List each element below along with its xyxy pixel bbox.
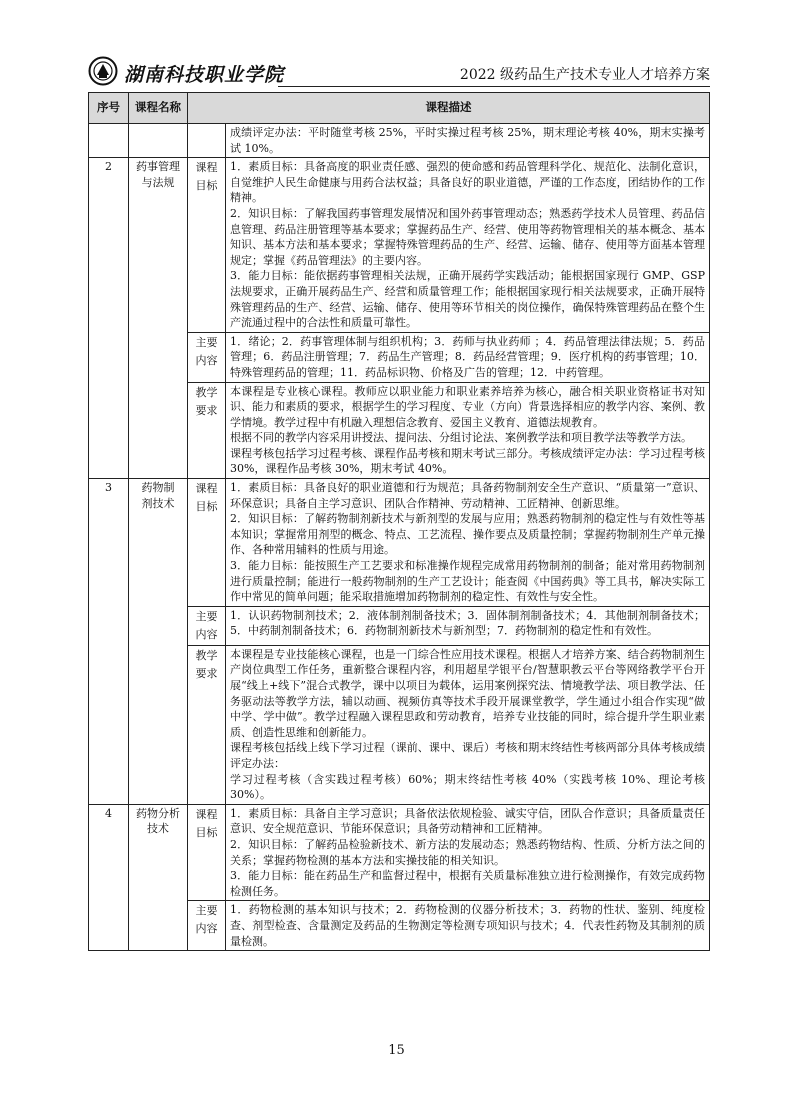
section-label-line: 课程 bbox=[195, 482, 218, 496]
section-label-line: 内容 bbox=[195, 627, 218, 641]
school-logo-text: 湖南科技职业学院 bbox=[124, 64, 285, 86]
table-row bbox=[89, 804, 710, 901]
section-label-line: 主要 bbox=[195, 904, 218, 918]
description-cell bbox=[226, 804, 710, 901]
section-label-line: 目标 bbox=[195, 825, 218, 839]
description-paragraph: 3．能力目标：能依据药事管理相关法规，正确开展药学实践活动；能根据国家现行 GMP、GSP 法规要求，正确开展药品生产、经营和质量管理工作；能根据国家现行相关法规要求，正确开展特殊管理药品的生产、经营、运输、储存、使用等环节相关的岗位操作，确保特殊管理药品在整个生产流通过程中的合法性和质量可靠性。 bbox=[230, 269, 705, 330]
table-row bbox=[89, 124, 710, 158]
description-cell bbox=[226, 382, 710, 479]
number-cell bbox=[89, 124, 129, 158]
section-label-cell bbox=[188, 804, 226, 901]
description-paragraph: 1．认识药物制剂技术；2．液体制剂制备技术；3．固体制剂制备技术；4．其他制剂制备技术；5．中药制剂制备技术；6．药物制剂新技术与新剂型；7．药物制剂的稳定性和有效性。 bbox=[230, 608, 705, 638]
section-label-line: 课程 bbox=[195, 161, 218, 175]
column-header-course-name: 课程名称 bbox=[129, 93, 188, 124]
course-name-cell bbox=[129, 124, 188, 158]
section-label-line: 主要 bbox=[195, 335, 218, 349]
course-table bbox=[88, 92, 710, 951]
section-label-cell bbox=[188, 382, 226, 479]
column-header-number: 序号 bbox=[89, 93, 129, 124]
course-name-cell bbox=[129, 158, 188, 479]
description-paragraph: 2．知识目标：了解我国药事管理发展情况和国外药事管理动态；熟悉药学技术人员管理、药品信息管理、药品注册管理等基本要求；掌握药品生产、经营、使用等药物管理相关的基本概念、基本知识、基本方法和基本要求；掌握特殊管理药品的生产、经营、运输、储存、使用等方面基本管理规定；掌握《药品管理法》的主要内容。 bbox=[230, 206, 705, 267]
course-number-cell: 3 bbox=[89, 479, 129, 805]
column-header-description: 课程描述 bbox=[188, 93, 710, 124]
section-label-cell bbox=[188, 124, 226, 158]
course-name-line: 药物分析 bbox=[136, 806, 180, 820]
section-label-line: 课程 bbox=[195, 807, 218, 821]
table-row bbox=[89, 479, 710, 607]
description-paragraph: 课程考核包括线上线下学习过程（课前、课中、课后）考核和期末终结性考核两部分具体考核成绩评定办法： bbox=[230, 741, 705, 770]
course-name-cell bbox=[129, 804, 188, 950]
course-number-cell: 2 bbox=[89, 158, 129, 479]
section-label-cell bbox=[188, 479, 226, 607]
school-seal-icon bbox=[88, 56, 118, 86]
description-paragraph: 1．素质目标：具备良好的职业道德和行为规范；具备药物制剂安全生产意识、“质量第一”意识、环保意识；具备自主学习意识、团队合作精神、劳动精神、工匠精神、创新思维。 bbox=[230, 481, 705, 510]
course-name-line: 药物制 bbox=[141, 481, 175, 495]
section-label-cell bbox=[188, 901, 226, 951]
description-paragraph: 成绩评定办法：平时随堂考核 25%，平时实操过程考核 25%，期末理论考核 40%，期末实操考试 10%。 bbox=[230, 126, 705, 155]
description-cell bbox=[226, 479, 710, 607]
description-cell bbox=[226, 332, 710, 382]
header-rule bbox=[278, 86, 710, 87]
table-header-row bbox=[89, 93, 710, 124]
section-label-line: 要求 bbox=[195, 666, 218, 680]
description-paragraph: 3．能力目标：能在药品生产和监督过程中，根据有关质量标准独立进行检测操作，有效完成药物检测任务。 bbox=[230, 869, 705, 898]
section-label-line: 教学 bbox=[195, 648, 218, 662]
description-cell bbox=[226, 606, 710, 645]
section-label-cell bbox=[188, 158, 226, 333]
description-paragraph: 学习过程考核（含实践过程考核）60%；期末终结性考核 40%（实践考核 10%、理论考核 30%）。 bbox=[230, 772, 705, 802]
description-paragraph: 1．素质目标：具备自主学习意识；具备依法依规检验、诚实守信，团队合作意识；具备质量责任意识、安全规范意识、节能环保意识；具备劳动精神和工匠精神。 bbox=[230, 806, 705, 836]
description-paragraph: 1．素质目标：具备高度的职业责任感、强烈的使命感和药品管理科学化、规范化、法制化意识，自觉维护人民生命健康与用药合法权益；具备良好的职业道德，严谨的工作态度，团结协作的工作精神。 bbox=[230, 160, 705, 205]
description-paragraph: 课程考核包括学习过程考核、课程作品考核和期末考试三部分。考核成绩评定办法：学习过程考核 30%，课程作品考核 30%，期末考试 40%。 bbox=[230, 446, 705, 476]
section-label-line: 要求 bbox=[195, 403, 218, 417]
table-row bbox=[89, 158, 710, 333]
section-label-line: 内容 bbox=[195, 922, 218, 936]
section-label-line: 目标 bbox=[195, 500, 218, 514]
description-paragraph: 2．知识目标：了解药品检验新技术、新方法的发展动态；熟悉药物结构、性质、分析方法之间的关系；掌握药物检测的基本方法和实操技能的相关知识。 bbox=[230, 837, 705, 867]
course-name-line: 与法规 bbox=[141, 175, 175, 189]
description-cell bbox=[226, 158, 710, 333]
course-name-line: 剂技术 bbox=[141, 496, 175, 510]
page-number: 15 bbox=[388, 1043, 405, 1058]
course-number-cell: 4 bbox=[89, 804, 129, 950]
page-header bbox=[88, 56, 710, 90]
section-label-cell bbox=[188, 645, 226, 804]
description-cell bbox=[226, 124, 710, 158]
section-label-cell bbox=[188, 332, 226, 382]
section-label-line: 教学 bbox=[195, 385, 218, 399]
description-paragraph: 1．药物检测的基本知识与技术；2．药物检测的仪器分析技术；3．药物的性状、鉴别、纯度检查、剂型检查、含量测定及药品的生物测定等检测专项知识与技术；4．代表性药物及其制剂的质量检测。 bbox=[230, 903, 705, 948]
section-label-line: 内容 bbox=[195, 353, 218, 367]
description-paragraph: 本课程是专业核心课程。教师应以职业能力和职业素养培养为核心，融合相关职业资格证书对知识、能力和素质的要求，根据学生的学习程度、专业（方向）背景选择相应的教学内容、案例、教学情境。教学过程中有机融入理想信念教育、爱国主义教育、道德法规教育。 bbox=[230, 384, 705, 429]
course-name-cell bbox=[129, 479, 188, 805]
description-paragraph: 1．绪论；2．药事管理体制与组织机构；3．药师与执业药师 ；4．药品管理法律法规；5．药品管理；6．药品注册管理；7．药品生产管理；8．药品经营管理；9．医疗机构的药事管理；10．特殊管理药品的管理；11．药品标识物、价格及广告的管理；12．中药管理。 bbox=[230, 334, 705, 379]
description-cell bbox=[226, 901, 710, 951]
description-paragraph: 本课程是专业技能核心课程，也是一门综合性应用技术课程。根据人才培养方案、结合药物制剂生产岗位典型工作任务，重新整合课程内容，利用超星学银平台/智慧职教云平台等网络教学平台开展“线上+线下”混合式教学，课中以项目为载体，运用案例探究法、情境教学法、项目教学法、任务驱动法等教学方法，辅以动画、视频仿真等技术手段开展课堂教学，学生通过小组合作实现“做中学、学中做”。教学过程融入课程思政和劳动教育，培养专业技能的同时，综合提升学生职业素质、创造性思维和创新能力。 bbox=[230, 647, 705, 739]
description-cell bbox=[226, 645, 710, 804]
description-paragraph: 3．能力目标：能按照生产工艺要求和标准操作规程完成常用药物制剂的制备；能对常用药物制剂进行质量控制；能进行一般药物制剂的生产工艺设计；能查阅《中国药典》等工具书，解决实际工作中常见的简单问题；能采取措施增加药物制剂的稳定性、有效性与安全性。 bbox=[230, 559, 705, 604]
description-paragraph: 2．知识目标：了解药物制剂新技术与新剂型的发展与应用；熟悉药物制剂的稳定性与有效性等基本知识；掌握常用剂型的概念、特点、工艺流程、操作要点及质量控制；掌握药物制剂生产单元操作、各种常用辅料的性质与用途。 bbox=[230, 512, 705, 557]
document-title: 2022 级药品生产技术专业人才培养方案 bbox=[459, 67, 710, 83]
course-name-line: 药事管理 bbox=[136, 160, 180, 174]
section-label-cell bbox=[188, 606, 226, 645]
course-name-line: 技术 bbox=[147, 822, 169, 836]
description-paragraph: 根据不同的教学内容采用讲授法、提问法、分组讨论法、案例教学法和项目教学法等教学方法。 bbox=[230, 431, 692, 445]
section-label-line: 目标 bbox=[195, 179, 218, 193]
section-label-line: 主要 bbox=[195, 609, 218, 623]
